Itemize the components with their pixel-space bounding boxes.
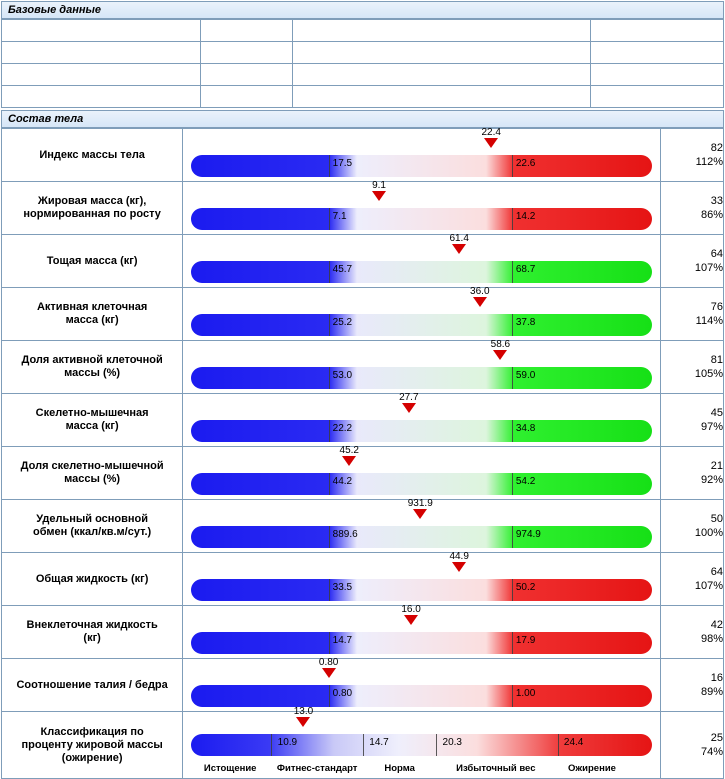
classification-tick	[271, 734, 272, 756]
basic-value-left	[200, 42, 292, 64]
range-bar	[183, 659, 659, 711]
classification-value-absolute: 25	[710, 732, 723, 744]
metric-bar-cell	[183, 447, 660, 500]
classification-tick	[363, 734, 364, 756]
classification-tick-label: 24.4	[563, 737, 584, 748]
range-low-tick	[329, 155, 330, 177]
value-marker-icon	[484, 138, 498, 148]
classification-bar-cell	[183, 706, 660, 779]
table-row	[2, 606, 724, 659]
value-marker-icon	[404, 615, 418, 625]
classification-legend-item: Фитнес-стандарт	[276, 763, 358, 774]
table-row	[2, 553, 724, 606]
metric-value-percent: 100%	[694, 527, 723, 539]
metric-value-absolute: 82	[710, 142, 723, 154]
metric-bar-cell	[183, 288, 660, 341]
table-row	[2, 447, 724, 500]
metric-value-percent: 105%	[694, 368, 723, 380]
report-page	[0, 1, 725, 774]
table-row	[2, 235, 724, 288]
metric-value-absolute: 81	[710, 354, 723, 366]
range-bar-gradient	[191, 579, 651, 601]
table-row	[2, 129, 724, 182]
metric-bar-cell	[183, 500, 660, 553]
range-low-tick	[329, 420, 330, 442]
range-bar-gradient	[191, 632, 651, 654]
metric-value-absolute: 42	[710, 619, 723, 631]
metric-values	[660, 394, 723, 447]
metric-label: Тощая масса (кг)	[2, 235, 183, 288]
range-bar-gradient	[191, 367, 651, 389]
classification-range-bar	[183, 706, 659, 778]
range-bar-gradient	[191, 685, 651, 707]
range-low-tick	[329, 367, 330, 389]
metric-label: Общая жидкость (кг)	[2, 553, 183, 606]
metric-bar-cell	[183, 394, 660, 447]
table-row	[2, 659, 724, 712]
value-marker-label: 13.0	[293, 706, 314, 717]
value-marker-label: 27.7	[399, 392, 419, 403]
range-bar-gradient	[191, 473, 651, 495]
range-bar-track	[191, 473, 651, 495]
classification-value-percent: 74%	[700, 746, 723, 758]
metric-bar-cell	[183, 606, 660, 659]
basic-label-left	[2, 42, 201, 64]
range-low-label: 25.2	[332, 317, 353, 328]
range-low-tick	[329, 208, 330, 230]
table-row	[2, 500, 724, 553]
range-bar	[183, 500, 659, 552]
value-marker-label: 44.9	[449, 551, 469, 562]
value-marker-icon	[452, 244, 466, 254]
metric-values	[660, 553, 723, 606]
range-bar	[183, 394, 659, 446]
range-high-label: 37.8	[515, 317, 536, 328]
value-marker-icon	[372, 191, 386, 201]
basic-label-right	[292, 86, 590, 108]
basic-value-right	[590, 20, 723, 42]
metric-value-absolute: 50	[710, 513, 723, 525]
range-bar	[183, 288, 659, 340]
classification-values	[660, 712, 723, 779]
section-header-basic: Базовые данные	[1, 1, 724, 19]
value-marker-icon	[322, 668, 336, 678]
basic-data-row	[2, 64, 724, 86]
metric-value-absolute: 33	[710, 195, 723, 207]
metric-value-percent: 98%	[700, 633, 723, 645]
metric-value-percent: 114%	[695, 315, 723, 327]
range-bar	[183, 182, 659, 234]
range-high-tick	[512, 473, 513, 495]
basic-data-row	[2, 20, 724, 42]
classification-label: Классификация по проценту жировой массы (ожирение)	[2, 712, 183, 779]
range-bar-gradient	[191, 526, 651, 548]
table-row	[2, 182, 724, 235]
basic-data-row	[2, 42, 724, 64]
range-high-label: 17.9	[515, 635, 536, 646]
table-row	[2, 341, 724, 394]
range-bar-track	[191, 526, 651, 548]
metric-label: Индекс массы тела	[2, 129, 183, 182]
range-low-label: 14.7	[332, 635, 353, 646]
metric-values	[660, 288, 723, 341]
metric-values	[660, 447, 723, 500]
metric-values	[660, 606, 723, 659]
metric-values	[660, 129, 723, 182]
range-high-label: 974.9	[515, 529, 541, 540]
range-bar-gradient	[191, 314, 651, 336]
range-low-label: 33.5	[332, 582, 353, 593]
range-low-tick	[329, 526, 330, 548]
value-marker-label: 16.0	[401, 604, 421, 615]
basic-label-left	[2, 20, 201, 42]
value-marker-icon	[402, 403, 416, 413]
basic-label-left	[2, 86, 201, 108]
basic-data-row	[2, 86, 724, 108]
range-low-tick	[329, 685, 330, 707]
range-bar-gradient	[191, 420, 651, 442]
classification-legend-item: Ожирение	[568, 763, 616, 774]
range-high-tick	[512, 420, 513, 442]
metric-value-absolute: 21	[710, 460, 723, 472]
classification-tick	[558, 734, 559, 756]
range-high-tick	[512, 261, 513, 283]
classification-tick-label: 14.7	[369, 737, 389, 748]
range-bar-track	[191, 632, 651, 654]
range-bar	[183, 553, 659, 605]
table-row	[2, 394, 724, 447]
value-marker-label: 931.9	[407, 498, 433, 509]
table-row-classification	[2, 712, 724, 779]
range-bar-track	[191, 208, 651, 230]
classification-tick-label: 10.9	[277, 737, 298, 748]
range-bar	[183, 235, 659, 287]
basic-value-left	[200, 20, 292, 42]
metric-label: Соотношение талия / бедра	[2, 659, 183, 712]
range-high-label: 50.2	[515, 582, 536, 593]
range-low-label: 22.2	[332, 423, 353, 434]
range-bar-track	[191, 314, 651, 336]
range-bar	[183, 606, 659, 658]
range-low-tick	[329, 261, 330, 283]
metric-values	[660, 341, 723, 394]
metric-value-percent: 86%	[700, 209, 723, 221]
metric-label: Жировая масса (кг), нормированная по росту	[2, 182, 183, 235]
range-high-tick	[512, 632, 513, 654]
metric-bar-cell	[183, 182, 660, 235]
range-high-tick	[512, 367, 513, 389]
value-marker-icon	[452, 562, 466, 572]
metric-value-absolute: 64	[710, 566, 723, 578]
range-high-label: 34.8	[515, 423, 536, 434]
range-bar-track	[191, 367, 651, 389]
value-marker-label: 61.4	[449, 233, 469, 244]
range-bar	[183, 447, 659, 499]
value-marker-icon	[473, 297, 487, 307]
classification-tick-label: 20.3	[442, 737, 462, 748]
metric-bar-cell	[183, 341, 660, 394]
value-marker-icon	[342, 456, 356, 466]
range-low-tick	[329, 632, 330, 654]
metric-values	[660, 500, 723, 553]
table-row	[2, 288, 724, 341]
basic-value-right	[590, 86, 723, 108]
range-low-label: 17.5	[332, 158, 353, 169]
range-high-label: 59.0	[515, 370, 536, 381]
metric-bar-cell	[183, 553, 660, 606]
range-high-tick	[512, 314, 513, 336]
range-bar-track	[191, 579, 651, 601]
range-bar-track	[191, 420, 651, 442]
metric-bar-cell	[183, 129, 660, 182]
range-low-label: 53.0	[332, 370, 353, 381]
basic-label-right	[292, 20, 590, 42]
metric-value-percent: 112%	[695, 156, 723, 168]
value-marker-label: 36.0	[470, 286, 490, 297]
metric-label: Удельный основной обмен (ккал/кв.м/сут.)	[2, 500, 183, 553]
range-low-tick	[329, 314, 330, 336]
range-bar-track	[191, 261, 651, 283]
classification-legend-item: Норма	[384, 763, 415, 774]
metric-value-absolute: 16	[710, 672, 723, 684]
metric-bar-cell	[183, 235, 660, 288]
value-marker-icon	[296, 717, 310, 727]
classification-legend	[191, 763, 651, 777]
range-low-tick	[329, 473, 330, 495]
metric-value-percent: 97%	[700, 421, 723, 433]
basic-value-left	[200, 86, 292, 108]
metric-value-absolute: 76	[710, 301, 723, 313]
range-low-label: 45.7	[332, 264, 353, 275]
range-high-tick	[512, 208, 513, 230]
metric-bar-cell	[183, 659, 660, 712]
range-low-label: 889.6	[332, 529, 358, 540]
value-marker-label: 0.80	[318, 657, 339, 668]
value-marker-label: 22.4	[481, 127, 501, 138]
range-bar-gradient	[191, 261, 651, 283]
basic-label-left	[2, 64, 201, 86]
section-header-body: Состав тела	[1, 110, 724, 128]
metric-value-percent: 107%	[694, 580, 723, 592]
range-high-tick	[512, 526, 513, 548]
value-marker-icon	[493, 350, 507, 360]
range-low-label: 0.80	[332, 688, 353, 699]
metric-value-percent: 89%	[700, 686, 723, 698]
metric-values	[660, 182, 723, 235]
range-bar	[183, 129, 659, 181]
value-marker-label: 9.1	[372, 180, 386, 191]
value-marker-label: 45.2	[339, 445, 359, 456]
range-bar-gradient	[191, 208, 651, 230]
basic-value-right	[590, 64, 723, 86]
metric-values	[660, 659, 723, 712]
body-composition-table	[1, 128, 724, 779]
metric-label: Внеклеточная жидкость (кг)	[2, 606, 183, 659]
range-high-tick	[512, 155, 513, 177]
metric-value-percent: 107%	[694, 262, 723, 274]
metric-label: Доля активной клеточной массы (%)	[2, 341, 183, 394]
range-high-tick	[512, 579, 513, 601]
range-bar-gradient	[191, 155, 651, 177]
metric-value-absolute: 45	[710, 407, 723, 419]
metric-label: Скелетно-мышечная масса (кг)	[2, 394, 183, 447]
metric-value-absolute: 64	[710, 248, 723, 260]
range-low-tick	[329, 579, 330, 601]
range-low-label: 7.1	[332, 211, 347, 222]
basic-label-right	[292, 42, 590, 64]
range-high-label: 22.6	[515, 158, 536, 169]
value-marker-icon	[413, 509, 427, 519]
metric-label: Активная клеточная масса (кг)	[2, 288, 183, 341]
range-bar-track	[191, 685, 651, 707]
metric-values	[660, 235, 723, 288]
range-high-label: 68.7	[515, 264, 536, 275]
basic-value-left	[200, 64, 292, 86]
classification-tick	[436, 734, 437, 756]
classification-legend-item: Избыточный вес	[456, 763, 536, 774]
metric-label: Доля скелетно-мышечной массы (%)	[2, 447, 183, 500]
range-high-label: 1.00	[515, 688, 536, 699]
range-bar-track	[191, 155, 651, 177]
range-bar	[183, 341, 659, 393]
classification-legend-item: Истощение	[203, 763, 257, 774]
range-high-label: 54.2	[515, 476, 536, 487]
range-low-label: 44.2	[332, 476, 353, 487]
metric-value-percent: 92%	[700, 474, 723, 486]
basic-data-table	[1, 19, 724, 108]
range-high-label: 14.2	[515, 211, 536, 222]
basic-value-right	[590, 42, 723, 64]
basic-label-right	[292, 64, 590, 86]
range-high-tick	[512, 685, 513, 707]
value-marker-label: 58.6	[490, 339, 511, 350]
